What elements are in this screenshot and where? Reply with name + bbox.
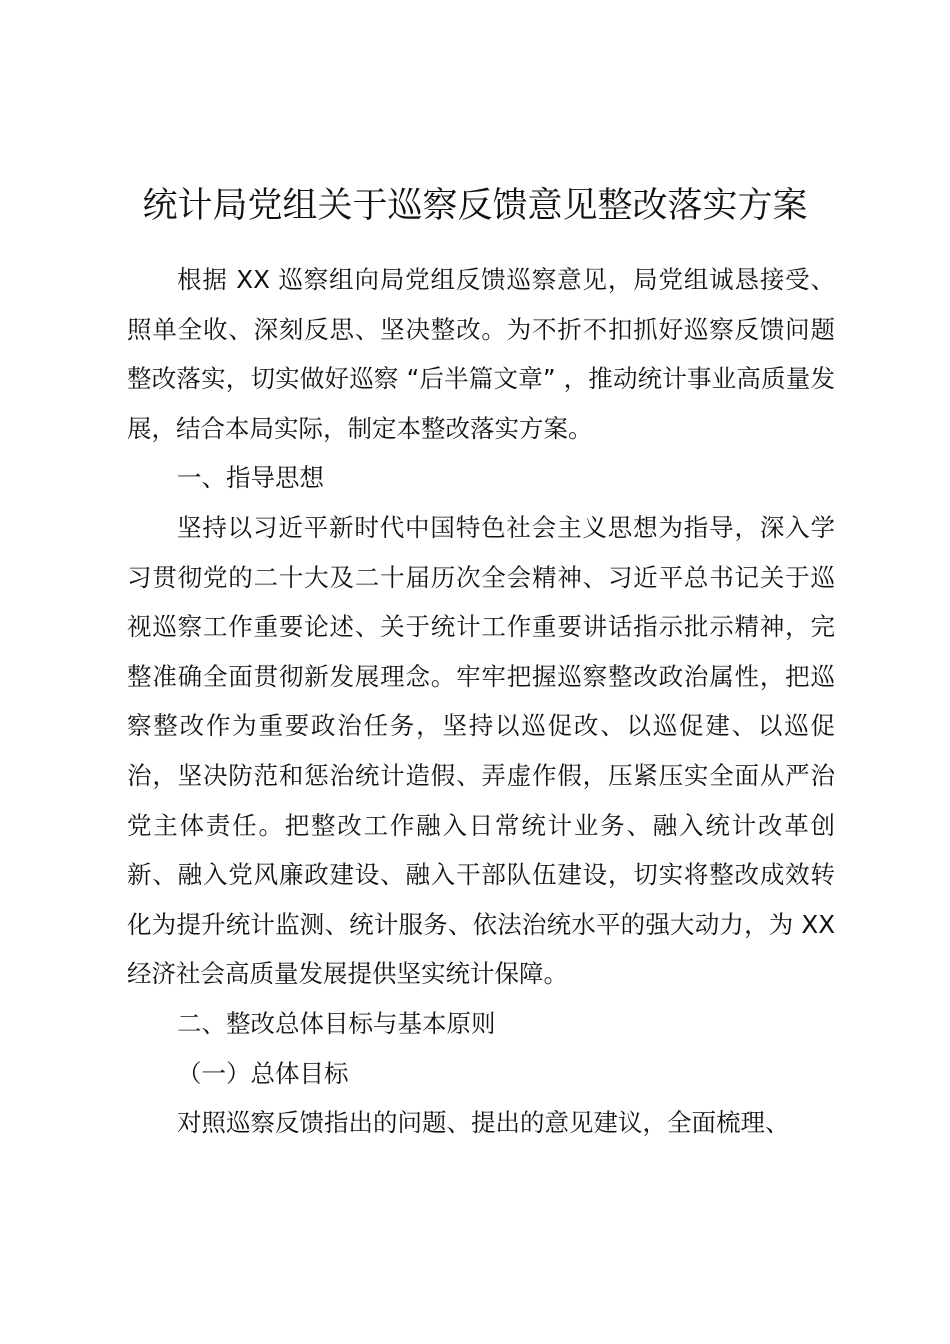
document-body	[127, 255, 835, 1148]
overall-goal-paragraph: 对照巡察反馈指出的问题、提出的意见建议，全面梳理、	[177, 1108, 790, 1138]
section-heading-goals-principles: 二、整改总体目标与基本原则	[177, 1008, 496, 1038]
subsection-heading-overall-goal: （一）总体目标	[177, 1058, 349, 1088]
guiding-ideology-paragraph: 坚持以习近平新时代中国特色社会主义思想为指导，深入学习贯彻党的二十大及二十届历次全会精神、习近平总书记关于巡视巡察工作重要论述、关于统计工作重要讲话指示批示精神，完整准确全面贯彻新发展理念。牢牢把握巡察整改政治属性，把巡察整改作为重要政治任务，坚持以巡促改、以巡促建、以巡促治，坚决防范和惩治统计造假、弄虚作假，压紧压实全面从严治党主体责任。把整改工作融入日常统计业务、融入统计改革创新、融入党风廉政建设、融入干部队伍建设，切实将整改成效转化为提升统计监测、统计服务、依法治统水平的强大动力，为 XX 经济社会高质量发展提供坚实统计保障。	[127, 512, 835, 989]
intro-paragraph: 根据 XX 巡察组向局党组反馈巡察意见，局党组诚恳接受、照单全收、深刻反思、坚决整改。为不折不扣抓好巡察反馈问题整改落实，切实做好巡察 “后半篇文章” ，推动统计事业高质量发展，结合本局实际，制定本整改落实方案。	[127, 265, 835, 443]
document-title: 统计局党组关于巡察反馈意见整改落实方案	[142, 186, 808, 226]
section-heading-guiding-ideology: 一、指导思想	[177, 463, 324, 493]
